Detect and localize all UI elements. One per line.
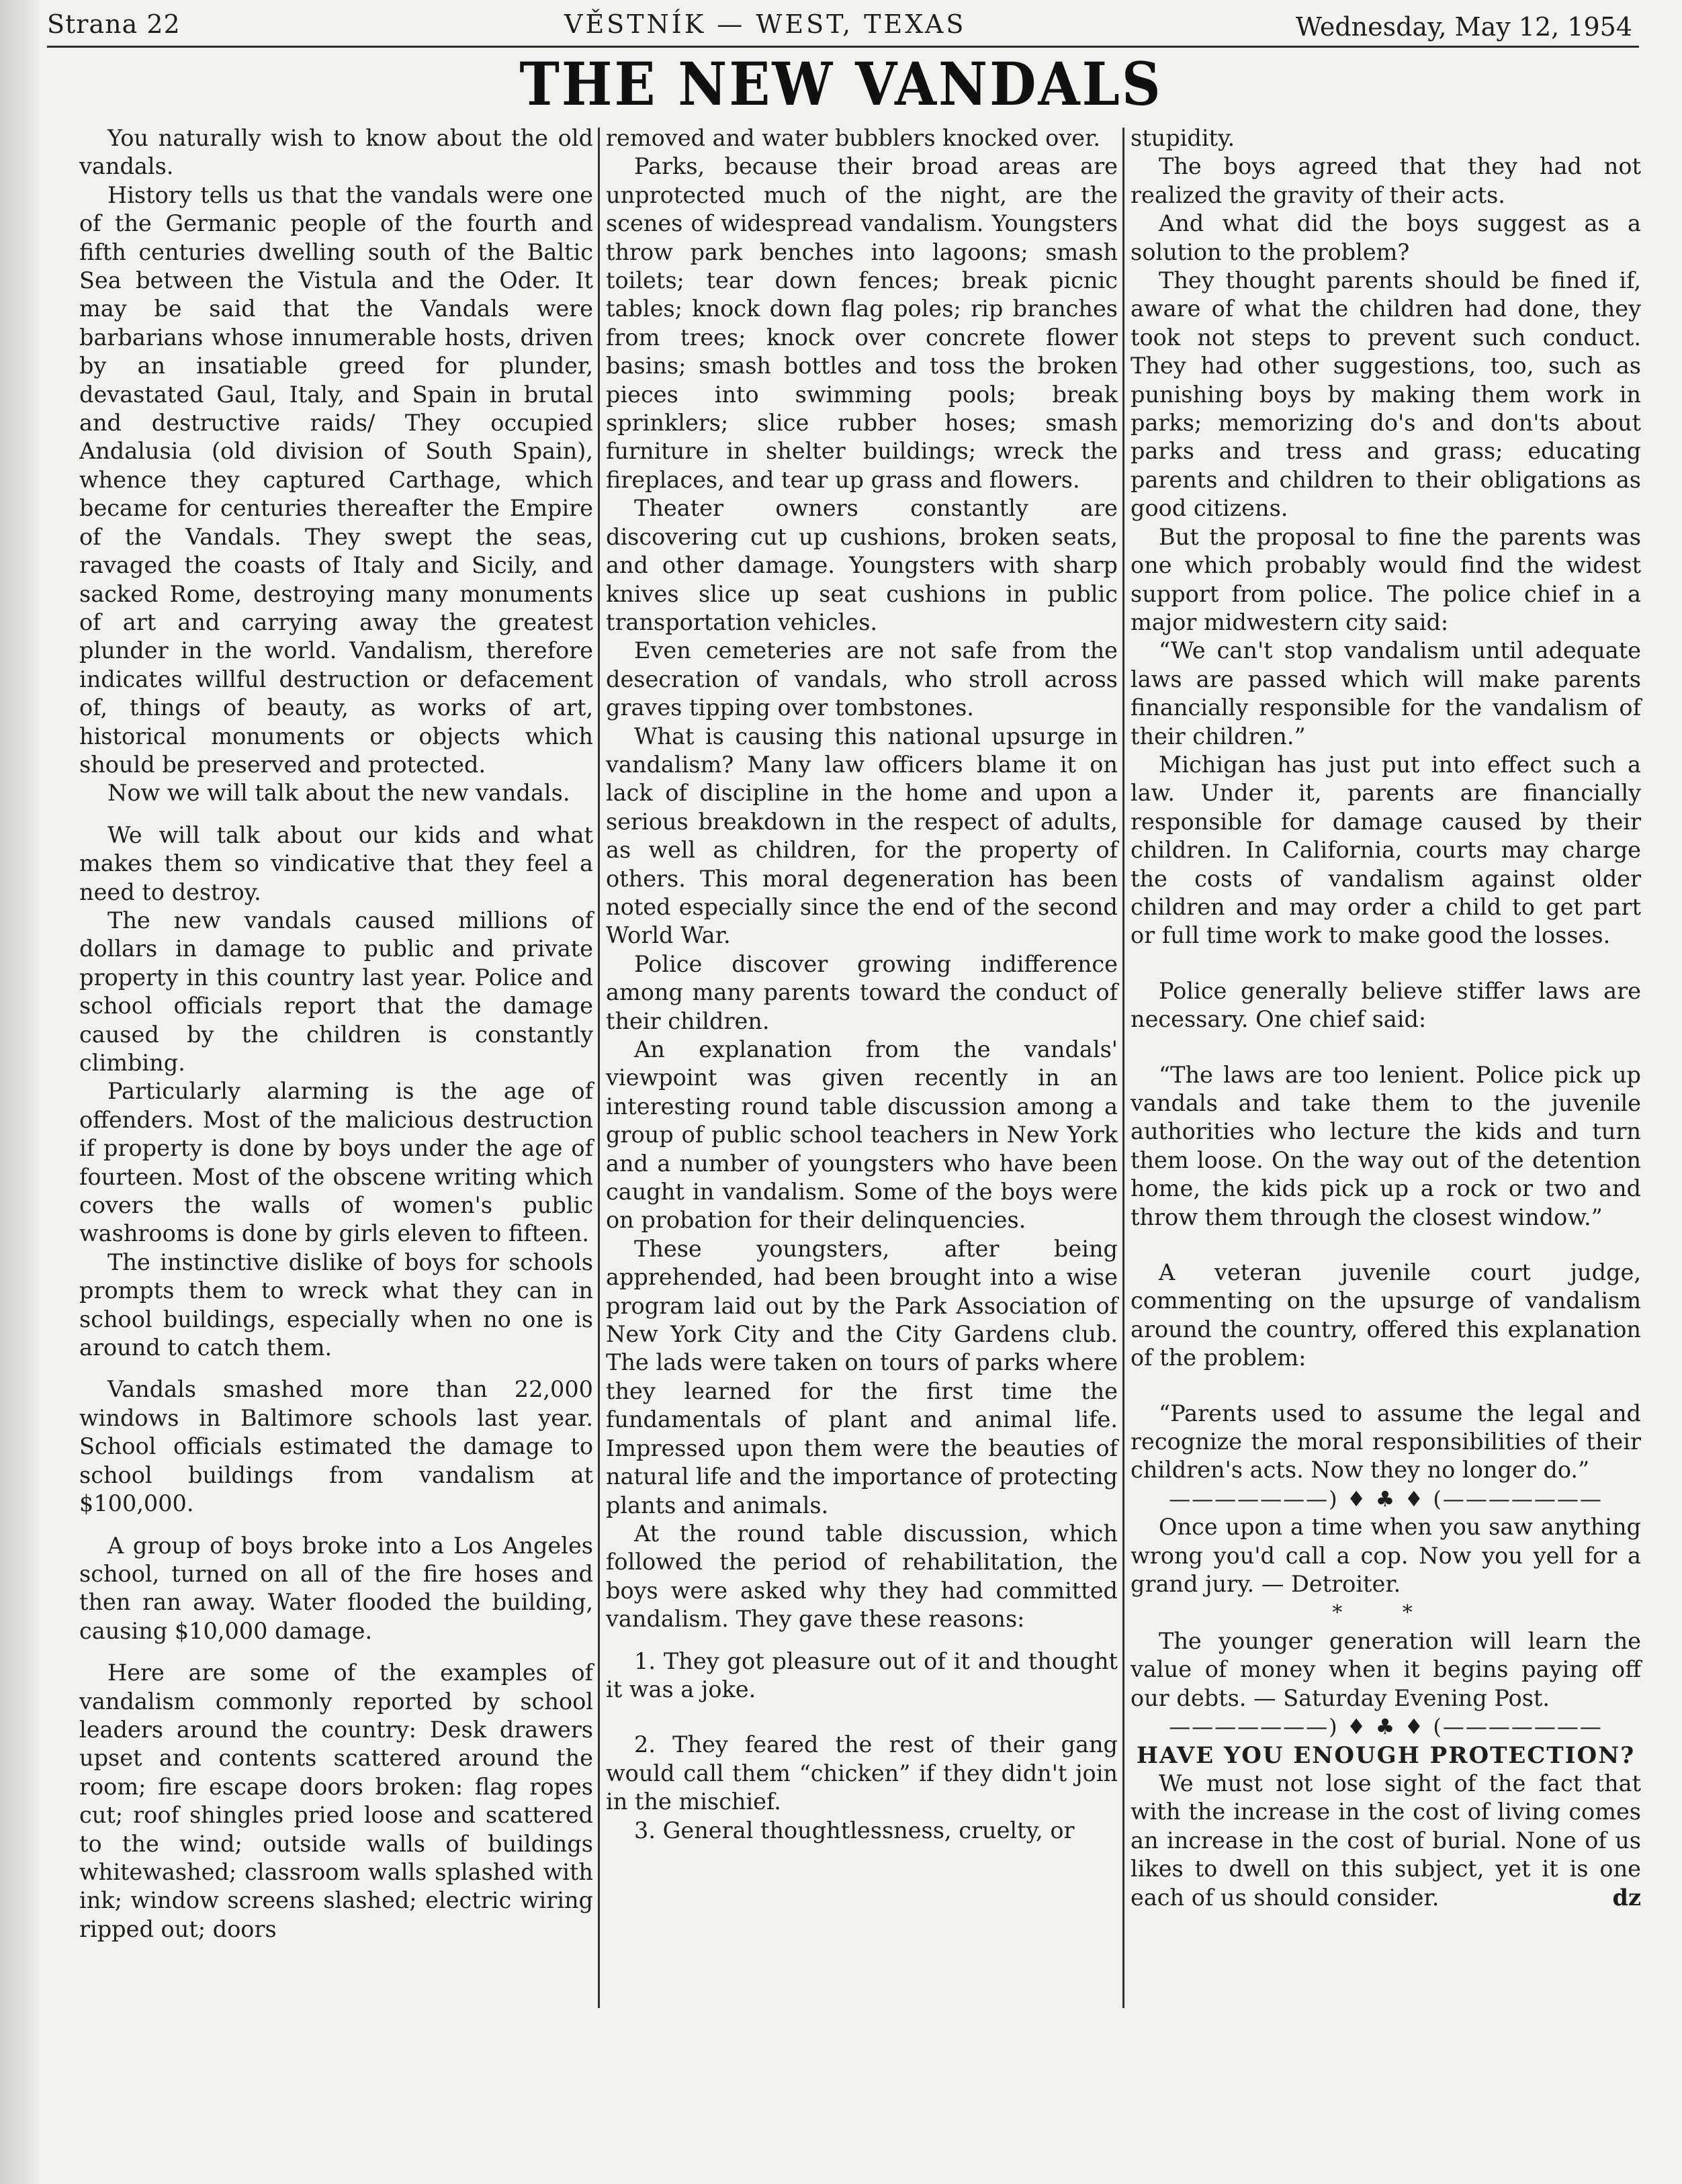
paragraph: You naturally wish to know about the old vandals. xyxy=(79,125,593,180)
issue-date: Wednesday, May 12, 1954 xyxy=(1295,12,1632,42)
paragraph: Parks, because their broad areas are unprotected much of the night, are the scenes of widespread vandalism. Youngsters throw park benches into lagoons; smash toilets; tear down fences; break picnic tables; knock down flag poles; rip branches from trees; knock over concrete flower basins; smash bottles and toss the broken pieces into swimming pools; break sprinklers; slice rubber hoses; smash furniture in shelter buildings; wreck the fireplaces, and tear up grass and flowers. xyxy=(606,153,1118,493)
paragraph: 2. They feared the rest of their gang would call them “chicken” if they didn't join in the mischief. xyxy=(606,1731,1118,1815)
ornament-divider: ———————) ♦ ♣ ♦ (——————— xyxy=(1169,1486,1603,1512)
newspaper-name: VĚSTNÍK — WEST, TEXAS xyxy=(564,9,967,39)
paragraph: What is causing this national upsurge in vandalism? Many law officers blame it on lack of discipline in the home and upon a serious breakdown in the respect of adults, as well as children, for the property of others. This moral degeneration has been noted especially since the end of the second World War. xyxy=(606,723,1118,949)
protection-text: We must not lose sight of the fact that with the increase in the cost of living comes an increase in the cost of burial. None of us likes to dwell on this subject, yet it is one each of us should consider. xyxy=(1131,1770,1641,1911)
paragraph: But the proposal to fine the parents was one which probably would find the widest support from police. The police chief in a major midwestern city said: xyxy=(1131,523,1641,635)
filler-paragraph xyxy=(1131,1770,1641,1912)
paragraph: stupidity. xyxy=(1131,125,1235,151)
paragraph: We will talk about our kids and what makes them so vindicative that they feel a need to destroy. xyxy=(79,821,593,905)
paragraph: A veteran juvenile court judge, commenting on the upsurge of vandalism around the country, offered this explanation of the problem: xyxy=(1131,1259,1641,1371)
paragraph: The new vandals caused millions of dollars in damage to public and private property in this country last year. Police and school officials report that the damage caused by the children is constantly climbing. xyxy=(79,907,593,1076)
page-number: Strana 22 xyxy=(47,9,181,39)
column-rule xyxy=(598,128,600,2008)
article-headline: THE NEW VANDALS xyxy=(519,49,1163,119)
filler-subhead: HAVE YOU ENOUGH PROTECTION? xyxy=(1136,1741,1636,1769)
paragraph: These youngsters, after being apprehended, had been brought into a wise program laid out by the Park Association of New York City and the City Gardens club. The lads were taken on tours of parks where they learned for the first time the fundamentals of plant and animal life. Impressed upon them were the beauties of natural life and the importance of protecting plants and animals. xyxy=(606,1235,1118,1518)
author-signature: dz xyxy=(1612,1884,1641,1911)
paragraph: 1. They got pleasure out of it and thought it was a joke. xyxy=(606,1647,1118,1702)
column-2 xyxy=(606,124,1118,1845)
paragraph: Police generally believe stiffer laws are necessary. One chief said: xyxy=(1131,977,1641,1033)
paragraph: A group of boys broke into a Los Angeles school, turned on all of the fire hoses and then ran away. Water flooded the building, causing $10,000 damage. xyxy=(79,1532,593,1644)
paragraph: removed and water bubblers knocked over. xyxy=(606,125,1101,151)
paragraph: Theater owners constantly are discovering cut up cushions, broken seats, and other damage. Youngsters with sharp knives slice up seat cushions in public transportation vehicles. xyxy=(606,495,1118,635)
column-3 xyxy=(1131,124,1641,1912)
filler-joke: The younger generation will learn the value of money when it begins paying off our debts. — Saturday Evening Post. xyxy=(1131,1627,1641,1711)
paragraph: Even cemeteries are not safe from the desecration of vandals, who stroll across graves tipping over tombstones. xyxy=(606,637,1118,721)
masthead xyxy=(47,5,1639,48)
asterisk-divider: * * xyxy=(1332,1600,1440,1625)
paragraph: The instinctive dislike of boys for schools prompts them to wreck what they can in school buildings, especially when no one is around to catch them. xyxy=(79,1248,593,1361)
paragraph: An explanation from the vandals' viewpoint was given recently in an interesting round table discussion among a group of public school teachers in New York and a number of youngsters who have been caught in vandalism. Some of the boys were on probation for their delinquencies. xyxy=(606,1036,1118,1234)
column-rule xyxy=(1122,128,1124,2008)
paragraph: They thought parents should be fined if, aware of what the children had done, they took not steps to prevent such conduct. They had other suggestions, too, such as punishing boys by making them work in parks; memorizing do's and don'ts about parks and tress and grass; educating parents and children to their obligations as good citizens. xyxy=(1131,267,1641,522)
paragraph: Particularly alarming is the age of offenders. Most of the malicious destruction if property is done by boys under the age of fourteen. Most of the obscene writing which covers the walls of women's public washrooms is done by girls eleven to fifteen. xyxy=(79,1078,593,1247)
paragraph: “The laws are too lenient. Police pick up vandals and take them to the juvenile authorities who lecture the kids and turn them loose. On the way out of the detention home, the kids pick up a rock or two and throw them through the closest window.” xyxy=(1131,1061,1641,1230)
paragraph: At the round table discussion, which followed the period of rehabilitation, the boys were asked why they had committed vandalism. They gave these reasons: xyxy=(606,1520,1118,1633)
column-1 xyxy=(79,124,593,1944)
paragraph: History tells us that the vandals were one of the Germanic people of the fourth and fifth centuries dwelling south of the Baltic Sea between the Vistula and the Oder. It may be said that the Vandals were barbarians whose innumerable hosts, driven by an insatiable greed for plunder, devastated Gaul, Italy, and Spain in brutal and destructive raids/ They occupied Andalusia (old division of South Spain), whence they captured Carthage, which became for centuries thereafter the Empire of the Vandals. They swept the seas, ravaged the coasts of Italy and Sicily, and sacked Rome, destroying many monuments of art and carrying away the greatest plunder in the world. Vandalism, therefore indicates willful destruction or defacement of, things of beauty, as works of art, historical monuments or objects which should be preserved and protected. xyxy=(79,181,593,778)
paragraph: Vandals smashed more than 22,000 windows in Baltimore schools last year. School officials estimated the damage to school buildings from vandalism at $100,000. xyxy=(79,1376,593,1517)
paragraph: 3. General thoughtlessness, cruelty, or xyxy=(634,1817,1075,1844)
paragraph: Michigan has just put into effect such a law. Under it, parents are financially responsible for damage caused by their children. In California, courts may charge the costs of vandalism against older children and may order a child to get part or full time work to make good the losses. xyxy=(1131,751,1641,949)
filler-joke: Once upon a time when you saw anything wrong you'd call a cop. Now you yell for a grand jury. — Detroiter. xyxy=(1131,1514,1641,1598)
paragraph: Here are some of the examples of vandalism commonly reported by school leaders around the country: Desk drawers upset and contents scattered around the room; fire escape doors broken: flag ropes cut; roof shingles pried loose and scattered to the wind; outside walls of buildings whitewashed; classroom walls splashed with ink; window screens slashed; electric wiring ripped out; doors xyxy=(79,1659,593,1942)
paragraph: The boys agreed that they had not realized the gravity of their acts. xyxy=(1131,153,1641,208)
paragraph: Police discover growing indifference among many parents toward the conduct of their children. xyxy=(606,950,1118,1034)
paragraph: And what did the boys suggest as a solution to the problem? xyxy=(1131,210,1641,265)
scan-edge-shadow xyxy=(0,0,40,2184)
paragraph: Now we will talk about the new vandals. xyxy=(107,780,570,807)
paragraph: “We can't stop vandalism until adequate laws are passed which will make parents financially responsible for the vandalism of their children.” xyxy=(1131,637,1641,749)
ornament-divider: ———————) ♦ ♣ ♦ (——————— xyxy=(1169,1714,1603,1740)
paragraph: “Parents used to assume the legal and recognize the moral responsibilities of their children's acts. Now they no longer do.” xyxy=(1131,1400,1641,1484)
